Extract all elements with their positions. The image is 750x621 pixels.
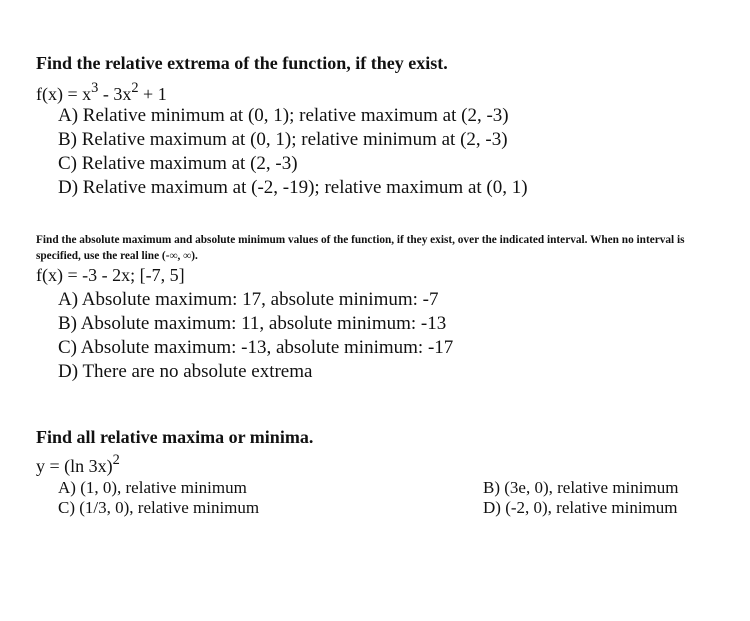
- function-text: y = (ln 3x): [36, 456, 113, 476]
- question-2-heading: Find the absolute maximum and absolute minimum values of the function, if they exist, over the indicated interval. When no interval is specified, use the real line (-∞, ∞).: [36, 234, 685, 262]
- exponent: 2: [131, 80, 139, 97]
- question-2-option-c[interactable]: C) Absolute maximum: -13, absolute minimum: -17: [58, 337, 454, 358]
- question-3-option-c[interactable]: C) (1/3, 0), relative minimum: [58, 498, 260, 517]
- question-1-option-d[interactable]: D) Relative maximum at (-2, -19); relative maximum at (0, 1): [58, 177, 528, 198]
- function-text: f(x) = x: [36, 84, 92, 104]
- exponent: 2: [112, 452, 120, 469]
- function-text: - 3x: [98, 84, 132, 104]
- question-3-heading: Find all relative maxima or minima.: [36, 427, 314, 447]
- question-2-option-a[interactable]: A) Absolute maximum: 17, absolute minimum: -7: [58, 289, 439, 310]
- question-2-function: f(x) = -3 - 2x; [-7, 5]: [36, 265, 185, 285]
- question-3-option-d[interactable]: D) (-2, 0), relative minimum: [483, 498, 678, 517]
- exponent: 3: [91, 80, 99, 97]
- question-2-option-d[interactable]: D) There are no absolute extrema: [58, 361, 313, 382]
- question-3-option-a[interactable]: A) (1, 0), relative minimum: [58, 478, 247, 497]
- question-1-option-b[interactable]: B) Relative maximum at (0, 1); relative minimum at (2, -3): [58, 129, 508, 150]
- question-1-option-c[interactable]: C) Relative maximum at (2, -3): [58, 153, 298, 174]
- question-3-function: [36, 452, 120, 477]
- function-text: + 1: [138, 84, 167, 104]
- question-3-option-b[interactable]: B) (3e, 0), relative minimum: [483, 478, 679, 497]
- question-1-function: [36, 80, 167, 105]
- question-2-option-b[interactable]: B) Absolute maximum: 11, absolute minimum: -13: [58, 313, 447, 334]
- question-1-option-a[interactable]: A) Relative minimum at (0, 1); relative maximum at (2, -3): [58, 105, 509, 126]
- question-1-heading: Find the relative extrema of the function, if they exist.: [36, 53, 448, 73]
